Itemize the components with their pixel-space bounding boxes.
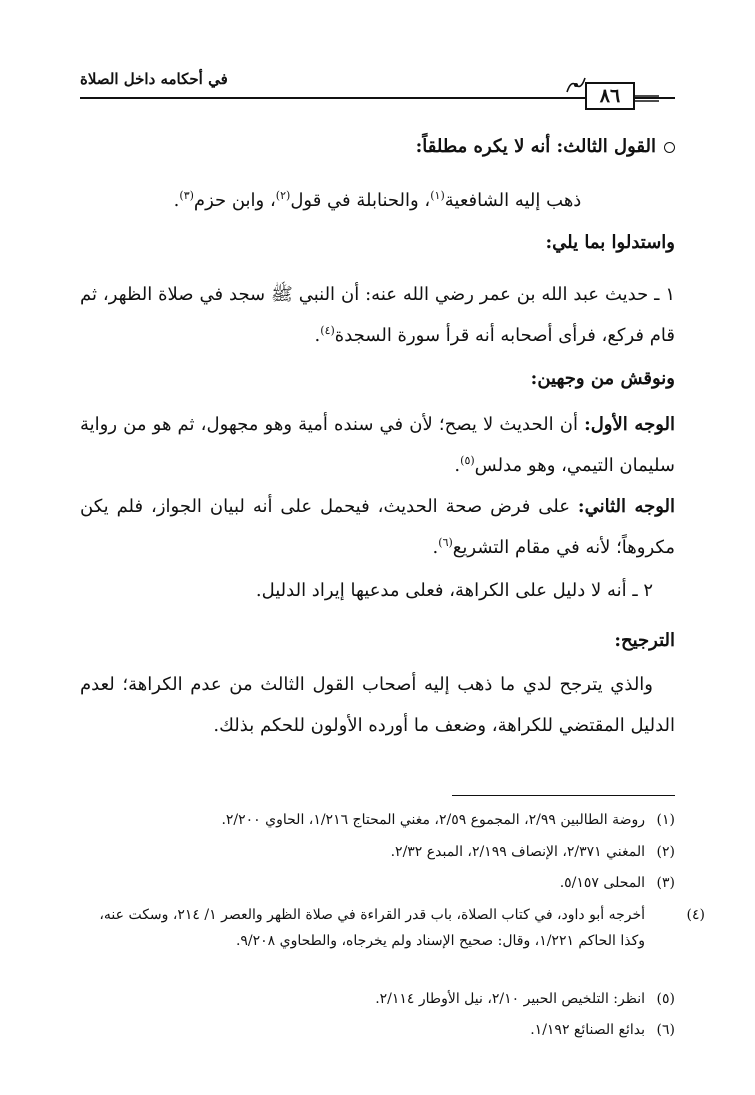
text-run: أن الحديث لا يصح؛ لأن في سنده أمية وهو مجهول، ثم هو من رواية سليمان التيمي، وهو مدلس xyxy=(80,414,675,476)
text-run: . xyxy=(454,455,461,476)
bullet-circle-icon xyxy=(664,142,675,153)
footnote-text: المغني ٢/٣٧١، الإنصاف ٢/١٩٩، المبدع ٢/٣٢. xyxy=(390,844,645,860)
footnote-ref: (٣) xyxy=(179,189,194,202)
text-run: . xyxy=(314,325,321,346)
footnote-item xyxy=(75,902,705,954)
footnote-ref: (٤) xyxy=(320,324,335,337)
footnote-number: (٥) xyxy=(656,991,675,1007)
tarjih-paragraph: والذي يترجح لدي ما ذهب إليه أصحاب القول الثالث من عدم الكراهة؛ لعدم الدليل المقتضي للكراهة، وضعف ما أورده الأولون للحكم بذلك. xyxy=(80,674,675,736)
footnote-number: (٢) xyxy=(656,844,675,860)
footnote-text: انظر: التلخيص الحبير ٢/١٠، نيل الأوطار ٢/١١٤. xyxy=(375,991,645,1007)
evidence-heading: واستدلوا بما يلي: xyxy=(545,232,675,253)
footnote-text: أخرجه أبو داود، في كتاب الصلاة، باب قدر القراءة في صلاة الظهر والعصر ١/ ٢١٤، وسكت عنه، وكذا الحاكم ١/٢٢١، وقال: صحيح الإسناد ولم يخرجاه، والطحاوي ٩/٢٠٨. xyxy=(99,907,645,949)
face-label: الوجه الثاني: xyxy=(577,496,676,517)
page-number: ٨٦ xyxy=(585,82,635,110)
section-heading xyxy=(416,136,675,157)
text-run: ، والحنابلة في قول xyxy=(290,190,431,211)
text-run: ١ ـ حديث عبد الله بن عمر رضي الله عنه: أن النبي ﷺ سجد في صلاة الظهر، ثم قام فركع، فرأى أصحابه أنه قرأ سورة السجدة xyxy=(80,284,675,346)
text-run: . xyxy=(432,537,439,558)
footnote-number: (١) xyxy=(656,812,675,828)
running-header-title: في أحكامه داخل الصلاة xyxy=(80,70,228,88)
text-run: ذهب إليه الشافعية xyxy=(444,190,582,211)
footnote-number: (٤) xyxy=(686,907,705,923)
footnote-ref: (١) xyxy=(430,189,445,202)
face-label: الوجه الأول: xyxy=(584,414,675,435)
footnote-item xyxy=(75,839,675,865)
footnote-text: روضة الطالبين ٢/٩٩، المجموع ٢/٥٩، مغني المحتاج ١/٢١٦، الحاوي ٢/٢٠٠. xyxy=(221,812,645,828)
footnote-item xyxy=(75,807,675,833)
ornament-icon xyxy=(565,76,587,94)
footnote-item xyxy=(75,870,675,896)
tarjih-heading: الترجيح: xyxy=(614,630,675,651)
opinion-line xyxy=(80,180,675,221)
footnote-ref: (٥) xyxy=(460,454,475,467)
footnote-number: (٣) xyxy=(656,875,675,891)
footnote-ref: (٦) xyxy=(438,536,453,549)
objection-heading: ونوقش من وجهين: xyxy=(530,368,675,389)
footnote-item xyxy=(75,1017,675,1043)
footnote-text: المحلى ٥/١٥٧. xyxy=(559,875,645,891)
evidence-paragraph-2 xyxy=(80,570,675,611)
text-run: ٢ ـ أنه لا دليل على الكراهة، فعلى مدعيها إيراد الدليل. xyxy=(255,580,653,601)
text-run: ، وابن حزم xyxy=(193,190,276,211)
text-run: . xyxy=(173,190,180,211)
footnote-ref: (٢) xyxy=(275,189,291,202)
face-paragraph-1 xyxy=(80,404,675,486)
section-heading-text: القول الثالث: أنه لا يكره مطلقاً: xyxy=(415,136,656,157)
footnote-text: بدائع الصنائع ١/١٩٢. xyxy=(530,1022,645,1038)
text-run: على فرض صحة الحديث، فيحمل على أنه لبيان الجواز، فلم يكن مكروهاً؛ لأنه في مقام التشريع xyxy=(80,496,675,558)
evidence-paragraph-1 xyxy=(80,274,675,356)
ornament-lines-icon xyxy=(635,94,659,104)
footnote-rule xyxy=(452,795,675,796)
footnote-number: (٦) xyxy=(656,1022,675,1038)
footnote-item xyxy=(75,986,675,1012)
face-paragraph-2 xyxy=(80,486,675,568)
